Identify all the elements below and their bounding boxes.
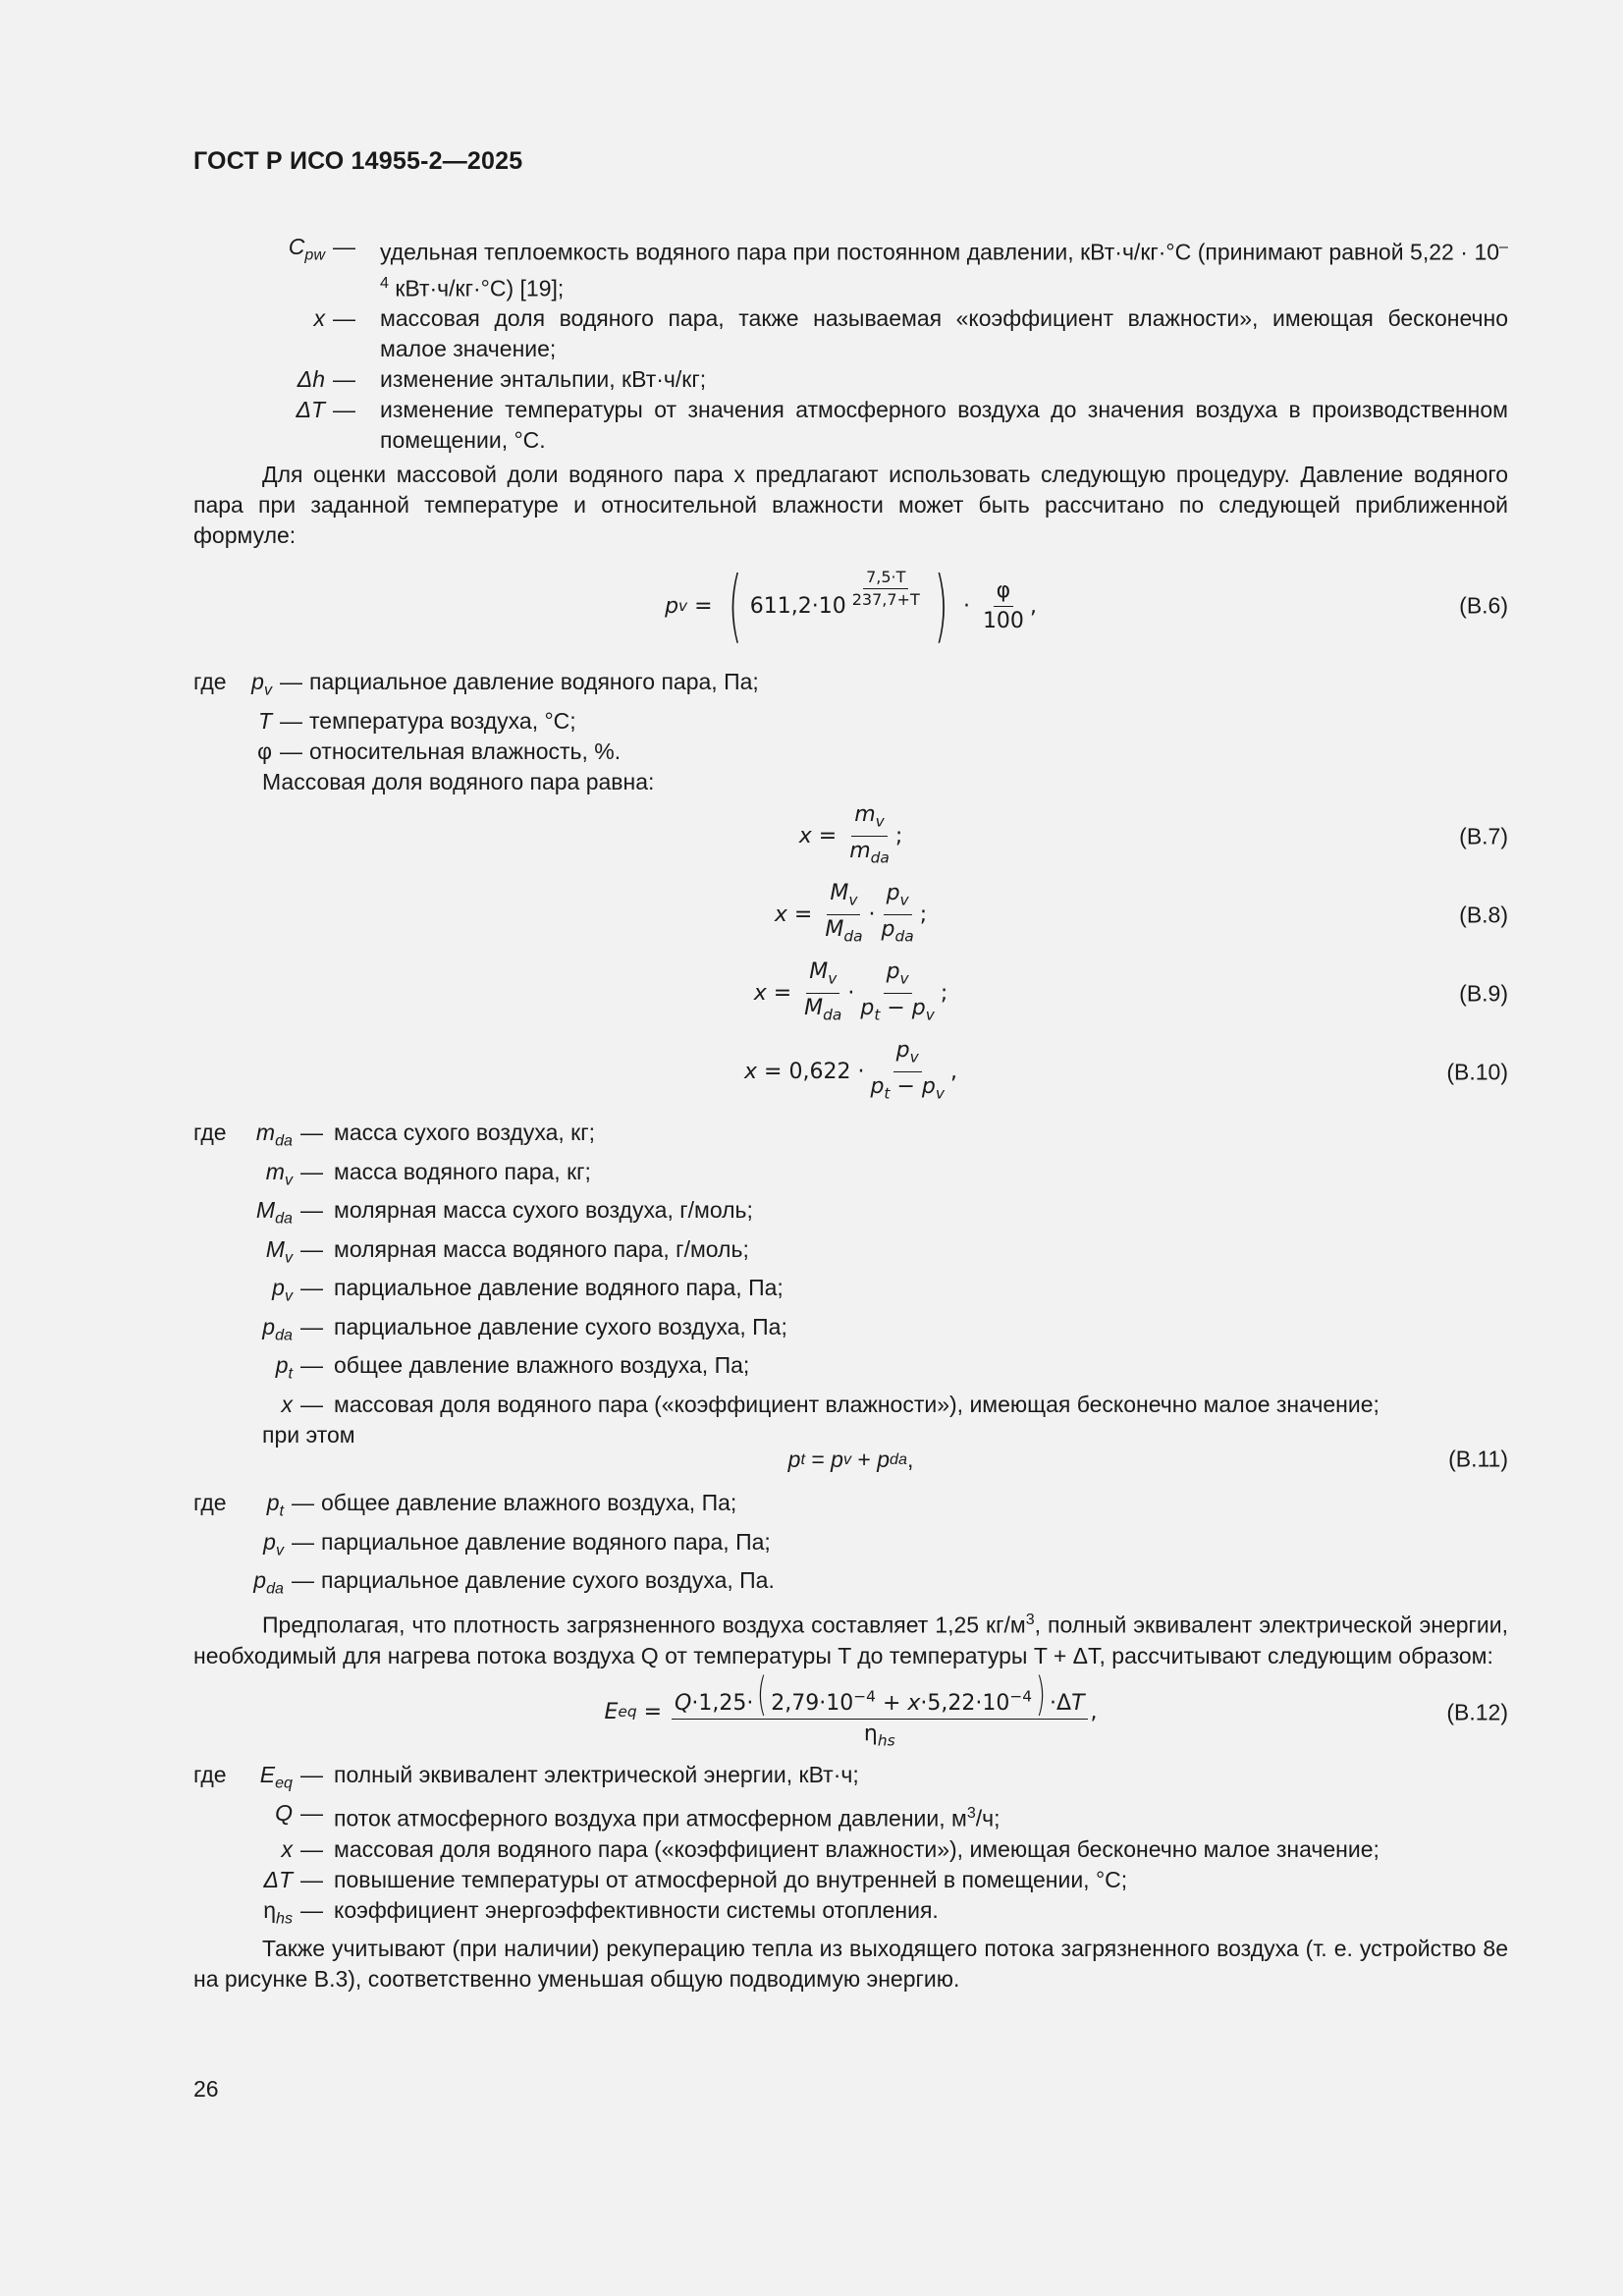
symbol: $m_v$ [265,1158,293,1189]
dash: — [280,738,302,764]
definition-list [193,1118,1508,1420]
definition-text: массовая доля водяного пара («коэффициент влажности»), имеющая бесконечно малое значение; [334,1392,1380,1418]
where-label: где [193,1119,227,1145]
paragraph: Массовая доля водяного пара равна: [262,768,655,794]
equation-number: (В.8) [1459,902,1508,928]
definition-text: массовая доля водяного пара («коэффициент влажности»), имеющая бесконечно малое значение; [334,1835,1380,1862]
equation-b11 [193,1443,1508,1476]
paragraph: Предполагая, что плотность загрязненного воздуха составляет 1,25 $кг/м^3$, полный эквивалент электрической энергии, необходимый для нагрева потока воздуха Q от температуры T до температуры T + ΔT, рассчитывают следующим образом: [193,1610,1508,1668]
where-label: где [193,669,227,695]
dash: — [333,305,355,332]
definition-text: повышение температуры от атмосферной до внутренней в помещении, °С; [334,1866,1128,1892]
symbol: $C_{pw}$ [288,234,325,264]
paragraph: Также учитывают (при наличии) рекуперацию тепла из выходящего потока загрязненного воздуха (т. е. устройство 8е на рисунке В.3), соответственно уменьшая общую подводимую энергию. [193,1936,1508,1993]
dash: — [300,1392,323,1418]
formula: p t = p v + p da , [787,1446,914,1472]
definition-text: массовая доля водяного пара, также называемая «коэффициент влажности», имеющая бесконечно малое значение; [380,305,1508,362]
formula: x = $\frac{M_v}{M_{da}}$ · $\frac{p_v}{p_t - p_v}$ ; [753,959,948,1024]
equation-number: (В.6) [1459,592,1508,619]
definition-text: молярная масса сухого воздуха, г/моль; [334,1197,753,1224]
symbol: $p_v$ [263,1528,284,1559]
symbol: $p_v$ [272,1275,293,1305]
symbol: $E_{eq}$ [259,1761,293,1792]
definition-list [193,1488,1508,1605]
dash: — [333,366,355,393]
equation-number: (В.11) [1448,1446,1508,1472]
symbol: x [281,1835,293,1862]
definition-list [193,667,1508,767]
equation-b12 [193,1667,1508,1754]
dash: — [300,1352,323,1379]
standard-code: ГОСТ Р ИСО 14955-2—2025 [193,147,523,175]
formula: p v = ( 611,2·10 $^{\frac{7,5\cdot T}{237,7+T}}$ ) · $\frac{\varphi}{100}$ , [665,560,1037,652]
symbol: $M_v$ [265,1235,293,1267]
page-number: 26 [193,2076,219,2102]
formula: x = $\frac{m_v}{m_{da}}$ ; [798,802,903,867]
page-content [193,232,1508,1995]
symbol: T [257,707,272,734]
dash: — [280,707,302,734]
equation-b8 [193,876,1508,955]
dash: — [300,1197,323,1224]
definition-text: масса сухого воздуха, кг; [334,1119,595,1145]
definition-text: парциальное давление водяного пара, Па; [309,669,759,695]
symbol: $p_t$ [275,1352,293,1384]
equation-b9 [193,955,1508,1033]
symbol: x [313,305,325,332]
symbol: x [281,1392,293,1418]
dash: — [300,1761,323,1787]
definition-text: поток атмосферного воздуха при атмосферном давлении, $м^3/ч$; [334,1804,1001,1831]
dash: — [300,1158,323,1184]
symbol: Q [275,1800,293,1827]
dash: — [300,1235,323,1262]
definition-text: температура воздуха, °С; [309,707,576,734]
formula: x = $\frac{M_v}{M_{da}}$ · $\frac{p_v}{p_{da}}$ ; [774,881,928,946]
equation-number: (В.12) [1446,1699,1508,1724]
symbol: φ [257,738,272,764]
definition-text: общее давление влажного воздуха, Па; [321,1490,737,1516]
definition-text: молярная масса водяного пара, г/моль; [334,1235,749,1262]
definition-list [193,232,1508,456]
formula: E eq = $\frac{Q\cdot 1,25\cdot( 2,79\cdot 10^{-4} + x\cdot 5,22\cdot 10^{-4}) \cdot\Delta T}{\eta_{hs}}$ , [604,1667,1098,1750]
symbol: ΔT [296,397,325,423]
dash: — [333,234,355,259]
dash: — [292,1490,314,1516]
dash: — [300,1313,323,1339]
formula: x = 0,622 · $\frac{p_v}{p_t - p_v}$ , [744,1038,957,1103]
definition-list [193,1760,1508,1935]
symbol: $p_{da}$ [253,1567,284,1598]
dash: — [300,1835,323,1862]
symbol: Δh [297,366,325,393]
definition-text: относительная влажность, %. [309,738,622,764]
where-label: где [193,1490,227,1516]
definition-text: изменение энтальпии, кВт·ч/кг; [380,366,707,393]
definition-text: масса водяного пара, кг; [334,1158,591,1184]
dash: — [300,1896,323,1923]
symbol: $M_{da}$ [255,1197,293,1228]
equation-b7 [193,797,1508,876]
equation-b10 [193,1033,1508,1112]
symbol: $\eta_{hs}$ [263,1896,293,1928]
definition-text: парциальное давление водяного пара, Па; [334,1275,784,1301]
paragraph: при этом [262,1422,355,1449]
definition-text: парциальное давление сухого воздуха, Па. [321,1567,775,1594]
where-label: где [193,1761,227,1787]
dash: — [300,1866,323,1892]
definition-text: удельная теплоемкость водяного пара при постоянном давлении, кВт·ч/кг·°С (принимают равной $5,22 \cdot 10^{-4}$ кВт·ч/кг·°С) [19]; [380,238,1508,301]
equation-number: (В.9) [1459,980,1508,1007]
dash: — [300,1800,323,1827]
dash: — [333,397,355,423]
equation-number: (В.7) [1459,823,1508,849]
dash: — [280,669,302,695]
definition-text: общее давление влажного воздуха, Па; [334,1352,750,1379]
equation-b6 [193,551,1508,661]
equation-number: (В.10) [1446,1059,1508,1085]
dash: — [292,1567,314,1594]
definition-text: коэффициент энергоэффективности системы отопления. [334,1896,939,1923]
paragraph: Для оценки массовой доли водяного пара x предлагают использовать следующую процедуру. Давление водяного пара при заданной температуре и относительной влажности может быть рассчитано по следующей приближенной формуле: [193,462,1508,549]
dash: — [300,1275,323,1301]
definition-text: изменение температуры от значения атмосферного воздуха до значения воздуха в производственном помещении, °С. [380,397,1508,454]
dash: — [300,1119,323,1145]
symbol: $m_{da}$ [255,1119,293,1150]
definition-text: парциальное давление сухого воздуха, Па; [334,1313,787,1339]
definition-text: парциальное давление водяного пара, Па; [321,1528,771,1555]
dash: — [292,1528,314,1555]
definition-text: полный эквивалент электрической энергии, кВт·ч; [334,1761,859,1787]
symbol: ΔT [263,1866,293,1892]
symbol: $p_{da}$ [262,1313,293,1344]
symbol: $p_t$ [266,1490,284,1520]
symbol: $p_v$ [251,669,272,699]
